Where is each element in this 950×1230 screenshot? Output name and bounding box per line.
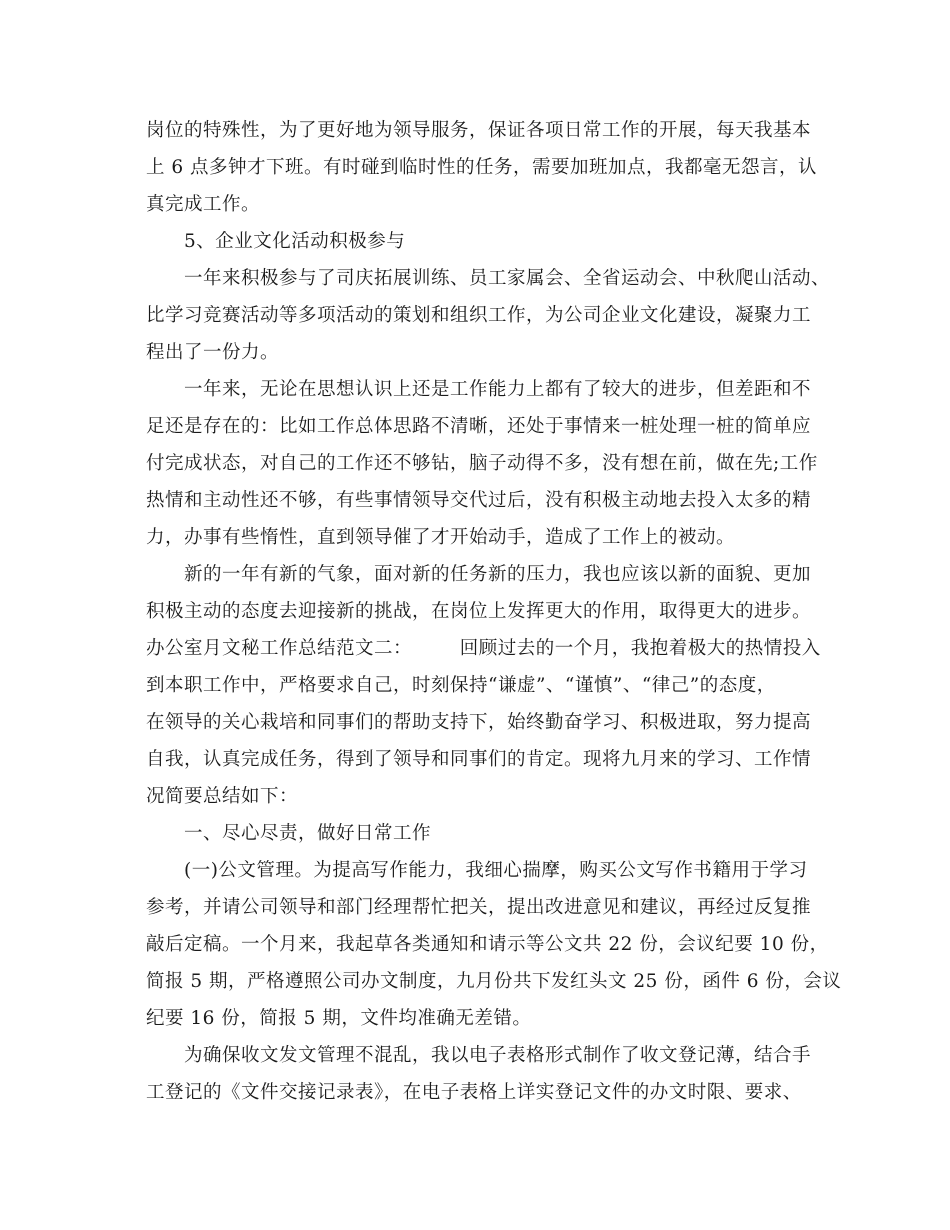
- text-line: 为确保收文发文管理不混乱，我以电子表格形式制作了收文登记薄，结合手: [184, 1045, 812, 1066]
- text-line: 一年来，无论在思想认识上还是工作能力上都有了较大的进步，但差距和不: [184, 379, 812, 400]
- text-line: 敲后定稿。一个月来，我起草各类通知和请示等公文共 22 份，会议纪要 10 份，: [146, 934, 829, 955]
- text-line: 工登记的《文件交接记录表》，在电子表格上详实登记文件的办文时限、要求、: [146, 1082, 802, 1103]
- text-line: 付完成状态，对自己的工作还不够钻，脑子动得不多，没有想在前，做在先;工作: [146, 453, 818, 474]
- text-line: 到本职工作中，严格要求自己，时刻保持“谦虚”、“谨慎”、“律己”的态度，: [146, 675, 776, 696]
- text-line: 真完成工作。: [146, 194, 261, 215]
- text-line: 新的一年有新的气象，面对新的任务新的压力，我也应该以新的面貌、更加: [184, 564, 812, 585]
- text-line: 积极主动的态度去迎接新的挑战，在岗位上发挥更大的作用，取得更大的进步。: [146, 601, 812, 622]
- text-line: 自我，认真完成任务，得到了领导和同事们的肯定。现将九月来的学习、工作情: [146, 749, 812, 770]
- section-heading: 5、企业文化活动积极参与: [184, 231, 406, 252]
- section-heading: 一、尽心尽责，做好日常工作: [184, 823, 432, 844]
- text-line: 力，办事有些惰性，直到领导催了才开始动手，造成了工作上的被动。: [146, 527, 736, 548]
- text-line: 岗位的特殊性，为了更好地为领导服务，保证各项日常工作的开展，每天我基本: [146, 120, 812, 141]
- text-line: 一年来积极参与了司庆拓展训练、员工家属会、全省运动会、中秋爬山活动、: [184, 268, 831, 289]
- text-line: 程出了一份力。: [146, 342, 280, 363]
- text-line: 况简要总结如下：: [146, 786, 299, 807]
- text-line: (一)公文管理。为提高写作能力，我细心揣摩，购买公文写作书籍用于学习: [184, 860, 808, 881]
- text-line: 比学习竞赛活动等多项活动的策划和组织工作，为公司企业文化建设，凝聚力工: [146, 305, 812, 326]
- text-line: 足还是存在的：比如工作总体思路不清晰，还处于事情来一桩处理一桩的简单应: [146, 416, 812, 437]
- text-line: 纪要 16 份，简报 5 期，文件均准确无差错。: [146, 1008, 532, 1029]
- text-line: 参考，并请公司领导和部门经理帮忙把关，提出改进意见和建议，再经过反复推: [146, 897, 812, 918]
- text-line: 简报 5 期，严格遵照公司办文制度，九月份共下发红头文 25 份，函件 6 份，会议: [146, 971, 842, 992]
- text-line: 热情和主动性还不够，有些事情领导交代过后，没有积极主动地去投入太多的精: [146, 490, 812, 511]
- text-line: 上 6 点多钟才下班。有时碰到临时性的任务，需要加班加点，我都毫无怨言，认: [146, 157, 818, 178]
- text-line: 办公室月文秘工作总结范文二： 回顾过去的一个月，我抱着极大的热情投入: [146, 638, 821, 659]
- text-line: 在领导的关心栽培和同事们的帮助支持下，始终勤奋学习、积极进取，努力提高: [146, 712, 812, 733]
